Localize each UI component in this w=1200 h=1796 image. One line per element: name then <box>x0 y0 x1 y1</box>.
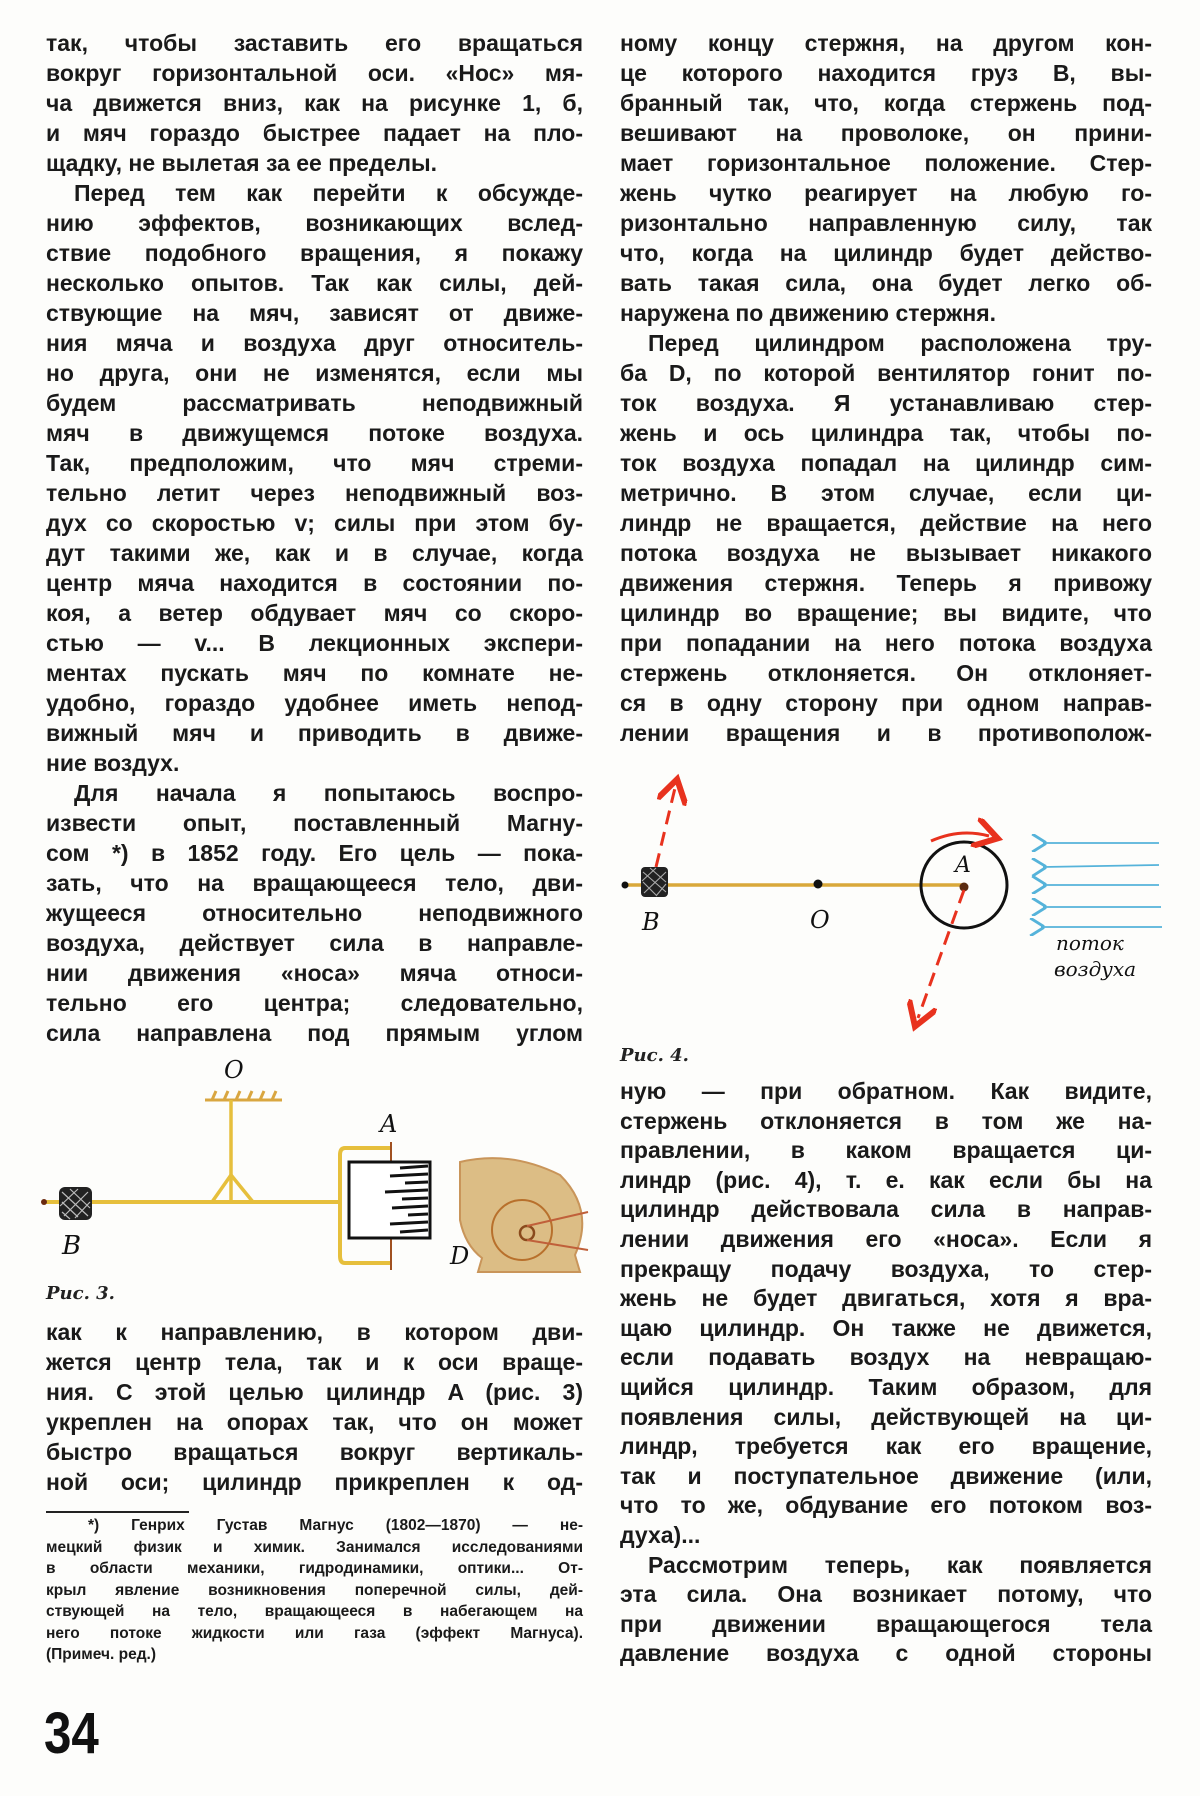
text-line: тельно летит через неподвижный воз- <box>46 480 583 506</box>
text-line: прекращу подачу воздуха, то стер- <box>620 1255 1152 1282</box>
label-d: D <box>450 1242 470 1270</box>
text-line: жень чутко реагирует на любую го- <box>620 180 1152 206</box>
text-line: эта сила. Она возникает потому, что <box>620 1581 1152 1608</box>
text-line: в области механики, гидродинамики, оптики... От- <box>46 1560 583 1577</box>
text-line: движения стержня. Теперь я привожу <box>620 570 1152 596</box>
text-line: цилиндр во вращение; вы видите, что <box>620 600 1152 626</box>
text-line: потока воздуха не вызывает никакого <box>620 540 1152 566</box>
text-line: ную — при обратном. Как видите, <box>620 1078 1152 1104</box>
footnote <box>46 1515 583 1666</box>
text-line: извести опыт, поставленный Магну- <box>46 810 583 836</box>
label-b: B <box>642 908 660 936</box>
text-line: него потоке жидкости или газа (эффект Магнуса). <box>46 1624 583 1642</box>
text-line: метрично. В этом случае, если ци- <box>620 480 1152 506</box>
text-line: Так, предположим, что мяч стреми- <box>46 450 583 476</box>
text-line: что, когда на цилиндр будет действо- <box>620 240 1152 266</box>
text-line: цилиндр действовала сила в направ- <box>620 1196 1152 1223</box>
text-line: жень и ось цилиндра так, чтобы по- <box>620 420 1152 446</box>
text-line: стью — v... В лекционных экспери- <box>46 630 583 656</box>
text-line: вешивают на проволоке, он прини- <box>620 120 1152 146</box>
text-line: при попадании на него потока воздуха <box>620 630 1152 656</box>
label-o: O <box>810 906 830 934</box>
text-line: зать, что на вращающееся тело, дви- <box>46 870 583 896</box>
text-line: наружена по движению стержня. <box>620 300 997 326</box>
text-column-right-bottom <box>620 1077 1152 1669</box>
text-line: *) Генрих Густав Магнус (1802—1870) — не- <box>88 1517 583 1534</box>
text-line: удобно, гораздо удобнее иметь непод- <box>46 690 583 716</box>
text-line: ментах пускать мяч по комнате не- <box>46 660 583 686</box>
text-line: дут такими же, как и в случае, когда <box>46 540 583 566</box>
label-b: B <box>62 1231 82 1261</box>
text-line: несколько опытов. Так как силы, дей- <box>46 270 583 296</box>
text-line: но друга, они не изменятся, если мы <box>46 360 583 386</box>
text-line: ния. С этой целью цилиндр A (рис. 3) <box>46 1379 583 1405</box>
text-line: вокруг горизонтальной оси. «Нос» мя- <box>46 60 583 86</box>
label-a: A <box>380 1110 398 1138</box>
text-line: ба D, по которой вентилятор гонит по- <box>620 360 1152 386</box>
deflection-arrow-down <box>918 890 964 1018</box>
label-a: A <box>955 853 971 878</box>
label-o: O <box>224 1056 244 1084</box>
air-flow-arrows <box>1041 843 1162 927</box>
text-line: ной оси; цилиндр прикреплен к од- <box>46 1469 583 1495</box>
text-line: стержень отклоняется в том же на- <box>620 1107 1152 1134</box>
label-air-flow-1: поток <box>1056 931 1124 955</box>
text-line: нию эффектов, возникающих вслед- <box>46 210 583 236</box>
text-line: укреплен на опорах так, что он может <box>46 1409 583 1435</box>
text-line: ния мяча и воздуха друг относитель- <box>46 330 583 356</box>
label-air-flow-2: воздуха <box>1054 957 1137 981</box>
text-line: ствующей на тело, вращающееся в набегающем на <box>46 1603 583 1620</box>
text-line: при движении вращающегося тела <box>620 1610 1152 1637</box>
text-line: что то же, обдувание его потоком воз- <box>620 1492 1152 1519</box>
text-line: дух со скоростью v; силы при этом бу- <box>46 510 583 536</box>
text-line: Рассмотрим теперь, как появляется <box>648 1551 1152 1578</box>
text-line: если подавать воздух на невращаю- <box>620 1344 1152 1371</box>
cylinder-a <box>349 1162 430 1238</box>
text-line: Перед цилиндром расположена тру- <box>648 330 1152 356</box>
deflection-arrow-up <box>656 788 675 867</box>
text-line: щийся цилиндр. Таким образом, для <box>620 1373 1152 1400</box>
footnote-divider <box>46 1511 189 1513</box>
text-line: ствие подобного вращения, я покажу <box>46 240 583 266</box>
ceiling-mount <box>205 1091 282 1100</box>
text-line: коя, а ветер обдувает мяч со скоро- <box>46 600 583 626</box>
text-line: ние воздух. <box>46 750 180 776</box>
text-line: сом *) в 1852 году. Его цель — пока- <box>46 840 583 866</box>
text-line: центр мяча находится в состоянии по- <box>46 570 583 596</box>
text-line: мяч в движущемся потоке воздуха. <box>46 420 583 446</box>
text-line: ствующие на мяч, зависят от движе- <box>46 300 583 326</box>
text-line: так, чтобы заставить его вращаться <box>46 30 583 56</box>
text-line: правлении, в каком вращается ци- <box>620 1137 1152 1164</box>
text-line: мает горизонтальное положение. Стер- <box>620 150 1152 176</box>
text-line: бранный так, что, когда стержень под- <box>620 90 1152 116</box>
text-line: це которого находится груз B, вы- <box>620 60 1152 86</box>
text-line: линдр не вращается, действие на него <box>620 510 1152 536</box>
text-line: ча движется вниз, как на рисунке 1, б, <box>46 90 583 116</box>
text-line: давление воздуха с одной стороны <box>620 1640 1152 1667</box>
figure-3-caption: Рис. 3. <box>46 1283 115 1304</box>
page-number: 34 <box>44 1701 99 1766</box>
text-line: ся в одну сторону при одном направ- <box>620 690 1152 716</box>
text-column-right-top <box>620 28 1152 748</box>
figure-3-magnus-apparatus <box>40 1050 600 1280</box>
text-line: линдр (рис. 4), т. е. как если бы на <box>620 1166 1152 1193</box>
text-line: тельно его центра; следовательно, <box>46 990 583 1016</box>
text-line: ризонтально направленную силу, так <box>620 210 1152 236</box>
text-line: стержень отклоняется. Он отклоняет- <box>620 660 1152 686</box>
text-line: ному концу стержня, на другом кон- <box>620 30 1152 56</box>
text-line: линдр, требуется как его вращение, <box>620 1433 1152 1460</box>
text-column-left-top <box>46 28 583 1048</box>
text-line: щадку, не вылетая за ее пределы. <box>46 150 437 176</box>
text-line: ток воздуха попадал на цилиндр сим- <box>620 450 1152 476</box>
text-line: духа)... <box>620 1521 701 1548</box>
text-line: крыл явление возникновения поперечной силы, дей- <box>46 1581 583 1599</box>
text-line: воздуха, действует сила в направле- <box>46 930 583 956</box>
text-line: лении вращения и в противополож- <box>620 720 1152 746</box>
text-line: вижный мяч и приводить в движе- <box>46 720 583 746</box>
text-line: ток воздуха. Я устанавливаю стер- <box>620 390 1152 416</box>
text-line: мецкий физик и химик. Занимался исследованиями <box>46 1538 583 1556</box>
text-line: (Примеч. ред.) <box>46 1646 157 1663</box>
text-line: жень не будет двигаться, хотя я вра- <box>620 1285 1152 1312</box>
text-line: жется центр тела, так и к оси враще- <box>46 1349 583 1375</box>
text-line: будем рассматривать неподвижный <box>46 390 583 416</box>
text-line: Для начала я попытаюсь воспро- <box>74 780 583 806</box>
text-line: быстро вращаться вокруг вертикаль- <box>46 1439 583 1465</box>
text-line: сила направлена под прямым углом <box>46 1020 583 1046</box>
text-column-left-bottom <box>46 1317 583 1497</box>
text-line: появления силы, действующей на ци- <box>620 1403 1152 1430</box>
text-line: нии движения «носа» мяча относи- <box>46 960 583 986</box>
text-line: лении движения его «носа». Если я <box>620 1225 1152 1252</box>
figure-4-rotating-cylinder-in-airflow <box>610 760 1200 1040</box>
pivot-o <box>814 880 823 889</box>
text-line: так и поступательное движение (или, <box>620 1462 1152 1489</box>
figure-4-caption: Рис. 4. <box>620 1045 689 1066</box>
text-line: Перед тем как перейти к обсужде- <box>74 180 583 206</box>
fan-d <box>460 1158 588 1272</box>
rotation-arrow <box>931 833 989 841</box>
suspension-wire <box>212 1100 253 1202</box>
text-line: щаю цилиндр. Он также не движется, <box>620 1314 1152 1341</box>
text-line: вать такая сила, она будет легко об- <box>620 270 1152 296</box>
text-line: и мяч гораздо быстрее падает на пло- <box>46 120 583 146</box>
text-line: как к направлению, в котором дви- <box>46 1319 583 1345</box>
text-line: жущееся относительно неподвижного <box>46 900 583 926</box>
